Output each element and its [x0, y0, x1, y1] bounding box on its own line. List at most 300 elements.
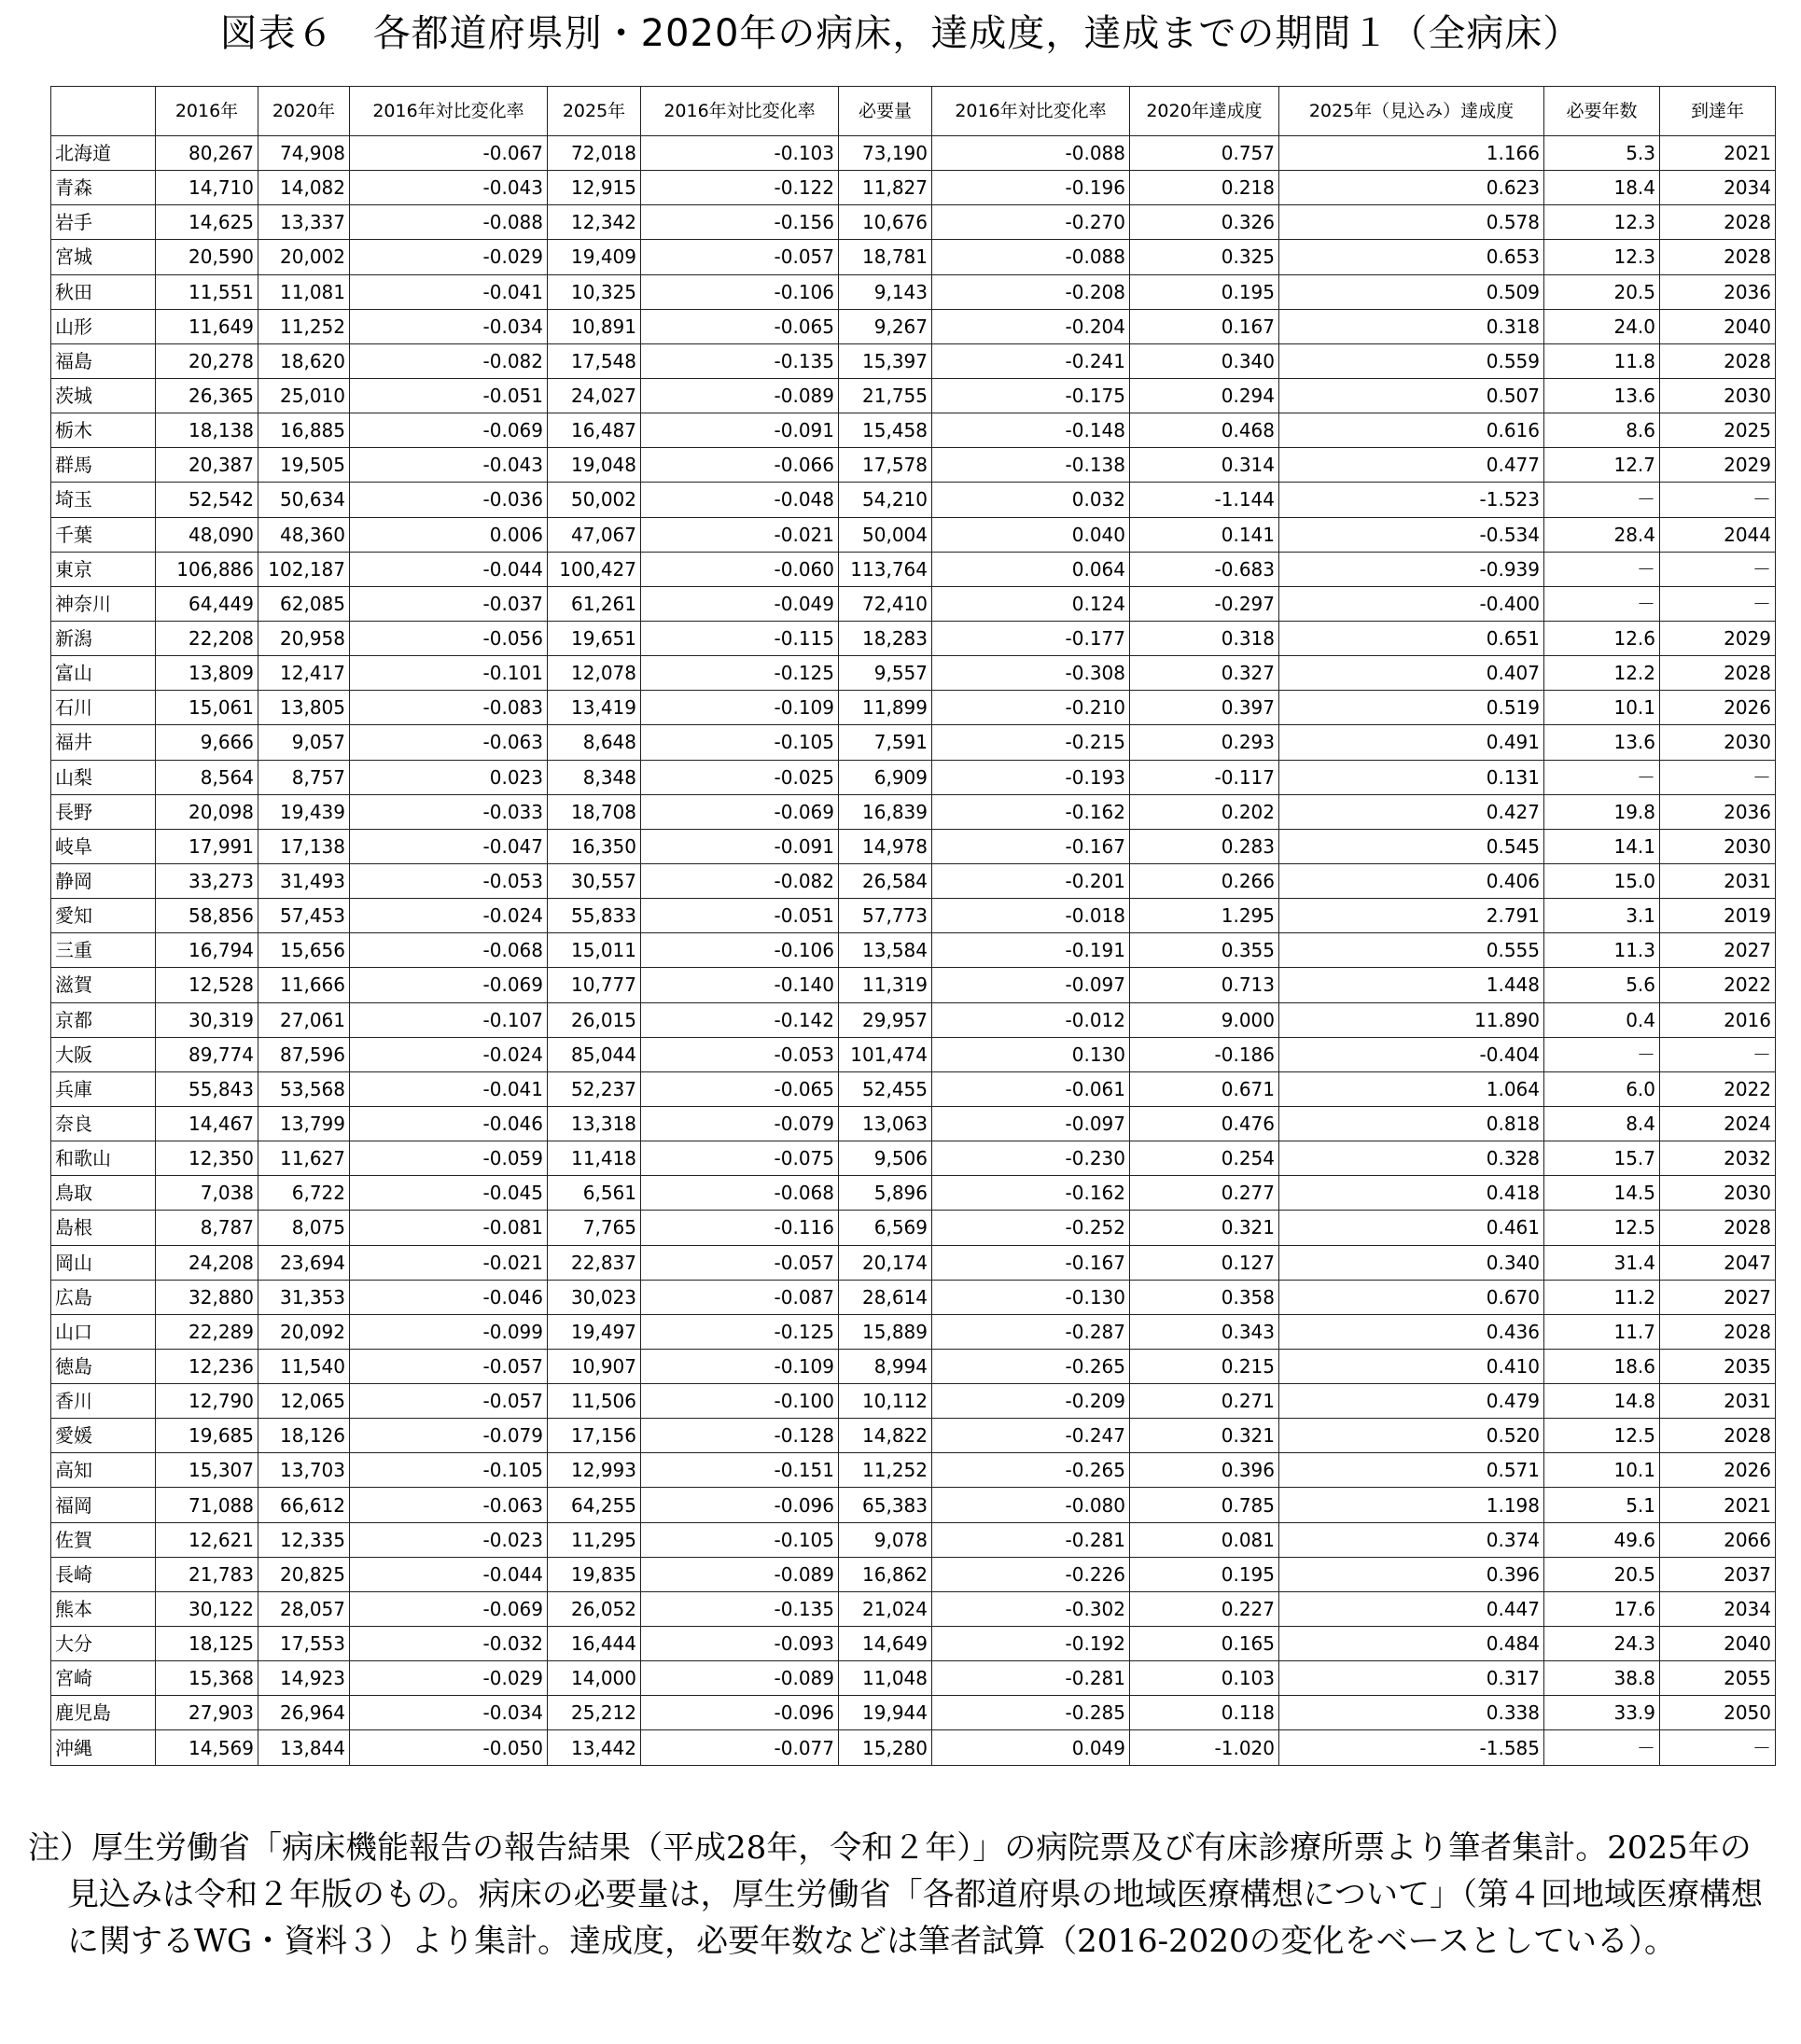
value-cell: 73,190 [839, 136, 932, 171]
value-cell: 0.318 [1279, 309, 1544, 343]
value-cell: -0.192 [932, 1627, 1130, 1661]
value-cell: -0.057 [641, 240, 839, 274]
value-cell: -0.046 [350, 1106, 548, 1141]
value-cell: 19,048 [548, 448, 641, 483]
value-cell: 0.509 [1279, 274, 1544, 309]
prefecture-cell: 青森 [51, 171, 156, 205]
value-cell: 52,455 [839, 1071, 932, 1106]
value-cell: 12,350 [156, 1141, 258, 1176]
value-cell: 1.166 [1279, 136, 1544, 171]
value-cell: -0.093 [641, 1627, 839, 1661]
value-cell: -0.193 [932, 760, 1130, 794]
value-cell: 0.321 [1130, 1211, 1279, 1245]
table-row [51, 1314, 1776, 1349]
prefecture-cell: 高知 [51, 1453, 156, 1488]
value-cell: 0.081 [1130, 1522, 1279, 1557]
value-cell: 0.064 [932, 552, 1130, 586]
table-row [51, 1591, 1776, 1626]
value-cell: -0.041 [350, 1071, 548, 1106]
table-row [51, 171, 1776, 205]
prefecture-cell: 岐阜 [51, 829, 156, 863]
value-cell: 12,342 [548, 205, 641, 240]
value-cell: -0.265 [932, 1453, 1130, 1488]
value-cell: 19,497 [548, 1314, 641, 1349]
value-cell: 32,880 [156, 1280, 258, 1314]
value-cell: 72,018 [548, 136, 641, 171]
value-cell: 0.477 [1279, 448, 1544, 483]
value-cell: 33,273 [156, 863, 258, 898]
column-header: 2025年（見込み）達成度 [1279, 87, 1544, 136]
value-cell: -0.265 [932, 1349, 1130, 1383]
value-cell: 5.3 [1544, 136, 1660, 171]
prefecture-cell: 滋賀 [51, 968, 156, 1002]
value-cell: -0.041 [350, 274, 548, 309]
value-cell: -0.018 [932, 899, 1130, 933]
value-cell: -0.045 [350, 1176, 548, 1211]
value-cell: 9,557 [839, 656, 932, 691]
value-cell: 47,067 [548, 517, 641, 552]
value-cell: 18,283 [839, 621, 932, 655]
value-cell: 19,685 [156, 1419, 258, 1453]
value-cell: 26,365 [156, 378, 258, 413]
value-cell: -0.215 [932, 725, 1130, 760]
value-cell: 33.9 [1544, 1696, 1660, 1730]
value-cell: 10.1 [1544, 691, 1660, 725]
table-row [51, 586, 1776, 621]
prefecture-cell: 岩手 [51, 205, 156, 240]
value-cell: 0.338 [1279, 1696, 1544, 1730]
value-cell: -0.096 [641, 1696, 839, 1730]
value-cell: 13,809 [156, 656, 258, 691]
value-cell: 20,387 [156, 448, 258, 483]
value-cell: － [1660, 586, 1776, 621]
value-cell: -0.109 [641, 691, 839, 725]
value-cell: － [1660, 483, 1776, 517]
prefecture-cell: 静岡 [51, 863, 156, 898]
value-cell: 3.1 [1544, 899, 1660, 933]
column-header: 到達年 [1660, 87, 1776, 136]
value-cell: 0.227 [1130, 1591, 1279, 1626]
value-cell: 2055 [1660, 1661, 1776, 1696]
value-cell: 53,568 [258, 1071, 350, 1106]
value-cell: － [1544, 483, 1660, 517]
table-row [51, 933, 1776, 968]
value-cell: 20,825 [258, 1557, 350, 1591]
value-cell: 9,143 [839, 274, 932, 309]
column-header: 必要年数 [1544, 87, 1660, 136]
value-cell: 8,648 [548, 725, 641, 760]
table-row [51, 1211, 1776, 1245]
value-cell: 16,444 [548, 1627, 641, 1661]
value-cell: 30,023 [548, 1280, 641, 1314]
value-cell: 2040 [1660, 309, 1776, 343]
value-cell: 2066 [1660, 1522, 1776, 1557]
value-cell: 0.4 [1544, 1002, 1660, 1037]
value-cell: 26,964 [258, 1696, 350, 1730]
value-cell: -0.046 [350, 1280, 548, 1314]
value-cell: 0.130 [932, 1037, 1130, 1071]
value-cell: -0.297 [1130, 586, 1279, 621]
value-cell: 89,774 [156, 1037, 258, 1071]
table-row [51, 760, 1776, 794]
value-cell: 1.198 [1279, 1488, 1544, 1522]
value-cell: 12.7 [1544, 448, 1660, 483]
value-cell: 14,822 [839, 1419, 932, 1453]
value-cell: 30,319 [156, 1002, 258, 1037]
prefecture-cell: 福島 [51, 343, 156, 378]
value-cell: 15,656 [258, 933, 350, 968]
prefecture-cell: 埼玉 [51, 483, 156, 517]
value-cell: 0.671 [1130, 1071, 1279, 1106]
value-cell: 22,208 [156, 621, 258, 655]
value-cell: -0.400 [1279, 586, 1544, 621]
value-cell: 13,805 [258, 691, 350, 725]
value-cell: 57,453 [258, 899, 350, 933]
value-cell: － [1544, 586, 1660, 621]
table-row [51, 899, 1776, 933]
table-row [51, 829, 1776, 863]
value-cell: 11.8 [1544, 343, 1660, 378]
value-cell: -0.135 [641, 343, 839, 378]
value-cell: -0.270 [932, 205, 1130, 240]
value-cell: 2036 [1660, 794, 1776, 829]
table-row [51, 136, 1776, 171]
value-cell: 13,419 [548, 691, 641, 725]
value-cell: 2050 [1660, 1696, 1776, 1730]
value-cell: -0.069 [641, 794, 839, 829]
value-cell: 2028 [1660, 1211, 1776, 1245]
value-cell: 12,915 [548, 171, 641, 205]
value-cell: 2037 [1660, 1557, 1776, 1591]
prefecture-cell: 茨城 [51, 378, 156, 413]
value-cell: -0.241 [932, 343, 1130, 378]
value-cell: 2036 [1660, 274, 1776, 309]
column-header: 2016年 [156, 87, 258, 136]
prefecture-cell: 栃木 [51, 413, 156, 448]
value-cell: 28,057 [258, 1591, 350, 1626]
value-cell: 0.491 [1279, 725, 1544, 760]
value-cell: － [1544, 1037, 1660, 1071]
value-cell: 30,122 [156, 1591, 258, 1626]
value-cell: 13,318 [548, 1106, 641, 1141]
value-cell: -0.534 [1279, 517, 1544, 552]
value-cell: -0.063 [350, 1488, 548, 1522]
value-cell: 25,212 [548, 1696, 641, 1730]
table-row [51, 863, 1776, 898]
value-cell: -0.208 [932, 274, 1130, 309]
value-cell: 13,799 [258, 1106, 350, 1141]
value-cell: -0.089 [641, 1557, 839, 1591]
value-cell: -0.057 [350, 1384, 548, 1419]
value-cell: 0.340 [1279, 1245, 1544, 1280]
value-cell: -0.069 [350, 968, 548, 1002]
value-cell: 19,835 [548, 1557, 641, 1591]
table-row [51, 1106, 1776, 1141]
value-cell: -0.167 [932, 1245, 1130, 1280]
value-cell: 0.271 [1130, 1384, 1279, 1419]
value-cell: 6.0 [1544, 1071, 1660, 1106]
value-cell: 14,710 [156, 171, 258, 205]
value-cell: 2028 [1660, 240, 1776, 274]
value-cell: 13,844 [258, 1730, 350, 1765]
table-row [51, 1730, 1776, 1765]
value-cell: 0.397 [1130, 691, 1279, 725]
value-cell: 0.040 [932, 517, 1130, 552]
value-cell: 11,252 [258, 309, 350, 343]
table-row [51, 483, 1776, 517]
value-cell: -0.106 [641, 933, 839, 968]
value-cell: -0.226 [932, 1557, 1130, 1591]
value-cell: -0.196 [932, 171, 1130, 205]
value-cell: -0.209 [932, 1384, 1130, 1419]
value-cell: － [1544, 1730, 1660, 1765]
value-cell: 13,584 [839, 933, 932, 968]
value-cell: -0.075 [641, 1141, 839, 1176]
value-cell: 12,790 [156, 1384, 258, 1419]
prefecture-cell: 富山 [51, 656, 156, 691]
value-cell: 2030 [1660, 829, 1776, 863]
value-cell: 12,417 [258, 656, 350, 691]
value-cell: -0.683 [1130, 552, 1279, 586]
value-cell: 0.049 [932, 1730, 1130, 1765]
value-cell: 20,002 [258, 240, 350, 274]
table-row [51, 691, 1776, 725]
value-cell: 2026 [1660, 691, 1776, 725]
value-cell: 11,418 [548, 1141, 641, 1176]
value-cell: 64,255 [548, 1488, 641, 1522]
table-row [51, 309, 1776, 343]
value-cell: 2016 [1660, 1002, 1776, 1037]
value-cell: 0.484 [1279, 1627, 1544, 1661]
value-cell: 14,000 [548, 1661, 641, 1696]
value-cell: -0.096 [641, 1488, 839, 1522]
value-cell: 17,156 [548, 1419, 641, 1453]
value-cell: 19.8 [1544, 794, 1660, 829]
table-row [51, 1488, 1776, 1522]
value-cell: 50,004 [839, 517, 932, 552]
table-row [51, 274, 1776, 309]
value-cell: 0.670 [1279, 1280, 1544, 1314]
value-cell: 106,886 [156, 552, 258, 586]
value-cell: 17,578 [839, 448, 932, 483]
value-cell: 11,540 [258, 1349, 350, 1383]
value-cell: 7,765 [548, 1211, 641, 1245]
value-cell: -0.125 [641, 1314, 839, 1349]
column-header: 必要量 [839, 87, 932, 136]
value-cell: 10,112 [839, 1384, 932, 1419]
prefecture-cell: 熊本 [51, 1591, 156, 1626]
table-row [51, 1696, 1776, 1730]
table-row [51, 1522, 1776, 1557]
value-cell: 49.6 [1544, 1522, 1660, 1557]
value-cell: 2027 [1660, 933, 1776, 968]
value-cell: 0.266 [1130, 863, 1279, 898]
value-cell: 101,474 [839, 1037, 932, 1071]
value-cell: 20,098 [156, 794, 258, 829]
value-cell: 19,409 [548, 240, 641, 274]
prefecture-cell: 愛媛 [51, 1419, 156, 1453]
value-cell: 11,899 [839, 691, 932, 725]
value-cell: 13.6 [1544, 378, 1660, 413]
value-cell: -0.100 [641, 1384, 839, 1419]
value-cell: 10,891 [548, 309, 641, 343]
value-cell: 71,088 [156, 1488, 258, 1522]
value-cell: 0.340 [1130, 343, 1279, 378]
value-cell: 0.032 [932, 483, 1130, 517]
value-cell: -0.091 [641, 413, 839, 448]
value-cell: 11,666 [258, 968, 350, 1002]
value-cell: -0.048 [641, 483, 839, 517]
value-cell: -1.523 [1279, 483, 1544, 517]
value-cell: 2022 [1660, 1071, 1776, 1106]
value-cell: -0.308 [932, 656, 1130, 691]
value-cell: 64,449 [156, 586, 258, 621]
value-cell: 0.314 [1130, 448, 1279, 483]
table-row [51, 1176, 1776, 1211]
value-cell: -0.175 [932, 378, 1130, 413]
value-cell: 20,278 [156, 343, 258, 378]
value-cell: 19,651 [548, 621, 641, 655]
value-cell: -0.135 [641, 1591, 839, 1626]
value-cell: 18,126 [258, 1419, 350, 1453]
value-cell: 18,781 [839, 240, 932, 274]
value-cell: 8,787 [156, 1211, 258, 1245]
value-cell: 15,397 [839, 343, 932, 378]
value-cell: 17.6 [1544, 1591, 1660, 1626]
value-cell: 0.355 [1130, 933, 1279, 968]
value-cell: 5.6 [1544, 968, 1660, 1002]
value-cell: -0.043 [350, 171, 548, 205]
value-cell: -0.024 [350, 1037, 548, 1071]
value-cell: 14,978 [839, 829, 932, 863]
value-cell: 21,783 [156, 1557, 258, 1591]
value-cell: 31,493 [258, 863, 350, 898]
value-cell: 20,958 [258, 621, 350, 655]
value-cell: -0.060 [641, 552, 839, 586]
value-cell: 0.215 [1130, 1349, 1279, 1383]
value-cell: 0.277 [1130, 1176, 1279, 1211]
value-cell: -0.087 [641, 1280, 839, 1314]
value-cell: -0.302 [932, 1591, 1130, 1626]
prefecture-cell: 広島 [51, 1280, 156, 1314]
value-cell: 2035 [1660, 1349, 1776, 1383]
value-cell: 9,506 [839, 1141, 932, 1176]
value-cell: 0.202 [1130, 794, 1279, 829]
value-cell: 0.461 [1279, 1211, 1544, 1245]
value-cell: 16,487 [548, 413, 641, 448]
value-cell: 48,360 [258, 517, 350, 552]
value-cell: 2028 [1660, 1314, 1776, 1349]
value-cell: － [1660, 760, 1776, 794]
value-cell: 2021 [1660, 1488, 1776, 1522]
value-cell: -0.191 [932, 933, 1130, 968]
value-cell: -0.148 [932, 413, 1130, 448]
value-cell: -0.080 [932, 1488, 1130, 1522]
value-cell: -0.059 [350, 1141, 548, 1176]
value-cell: -0.024 [350, 899, 548, 933]
value-cell: 2030 [1660, 725, 1776, 760]
value-cell: 0.555 [1279, 933, 1544, 968]
value-cell: 11,252 [839, 1453, 932, 1488]
table-row [51, 794, 1776, 829]
value-cell: -0.029 [350, 1661, 548, 1696]
value-cell: -0.186 [1130, 1037, 1279, 1071]
header-row [51, 87, 1776, 136]
value-cell: -0.088 [932, 240, 1130, 274]
value-cell: 15,307 [156, 1453, 258, 1488]
value-cell: 0.396 [1279, 1557, 1544, 1591]
value-cell: 17,138 [258, 829, 350, 863]
value-cell: 0.141 [1130, 517, 1279, 552]
value-cell: 0.616 [1279, 413, 1544, 448]
value-cell: 0.713 [1130, 968, 1279, 1002]
value-cell: 0.328 [1279, 1141, 1544, 1176]
value-cell: 2028 [1660, 343, 1776, 378]
value-cell: 0.519 [1279, 691, 1544, 725]
value-cell: 11,627 [258, 1141, 350, 1176]
value-cell: 9,267 [839, 309, 932, 343]
prefecture-cell: 千葉 [51, 517, 156, 552]
value-cell: 0.321 [1130, 1419, 1279, 1453]
value-cell: -0.079 [350, 1419, 548, 1453]
value-cell: 0.195 [1130, 274, 1279, 309]
table-row [51, 1071, 1776, 1106]
value-cell: 26,015 [548, 1002, 641, 1037]
value-cell: -0.230 [932, 1141, 1130, 1176]
value-cell: 2044 [1660, 517, 1776, 552]
value-cell: -0.047 [350, 829, 548, 863]
value-cell: 16,885 [258, 413, 350, 448]
value-cell: 21,755 [839, 378, 932, 413]
prefecture-cell: 山形 [51, 309, 156, 343]
value-cell: 14,923 [258, 1661, 350, 1696]
value-cell: 0.103 [1130, 1661, 1279, 1696]
value-cell: 15,458 [839, 413, 932, 448]
value-cell: 0.254 [1130, 1141, 1279, 1176]
value-cell: 2029 [1660, 448, 1776, 483]
table-row [51, 1661, 1776, 1696]
value-cell: 0.131 [1279, 760, 1544, 794]
value-cell: 0.623 [1279, 171, 1544, 205]
value-cell: 2026 [1660, 1453, 1776, 1488]
prefecture-cell: 東京 [51, 552, 156, 586]
value-cell: -0.162 [932, 794, 1130, 829]
value-cell: 74,908 [258, 136, 350, 171]
value-cell: 15,280 [839, 1730, 932, 1765]
value-cell: 0.396 [1130, 1453, 1279, 1488]
value-cell: -0.204 [932, 309, 1130, 343]
value-cell: 1.295 [1130, 899, 1279, 933]
value-cell: 0.818 [1279, 1106, 1544, 1141]
value-cell: 58,856 [156, 899, 258, 933]
value-cell: -0.105 [641, 1522, 839, 1557]
value-cell: 0.195 [1130, 1557, 1279, 1591]
value-cell: － [1660, 552, 1776, 586]
value-cell: 0.294 [1130, 378, 1279, 413]
value-cell: 8,564 [156, 760, 258, 794]
value-cell: 0.127 [1130, 1245, 1279, 1280]
value-cell: 15,368 [156, 1661, 258, 1696]
value-cell: 48,090 [156, 517, 258, 552]
table-row [51, 1280, 1776, 1314]
value-cell: 14,649 [839, 1627, 932, 1661]
value-cell: 25,010 [258, 378, 350, 413]
value-cell: 27,903 [156, 1696, 258, 1730]
value-cell: 10,325 [548, 274, 641, 309]
value-cell: 0.374 [1279, 1522, 1544, 1557]
footnote [28, 1825, 1782, 1965]
value-cell: － [1660, 1730, 1776, 1765]
